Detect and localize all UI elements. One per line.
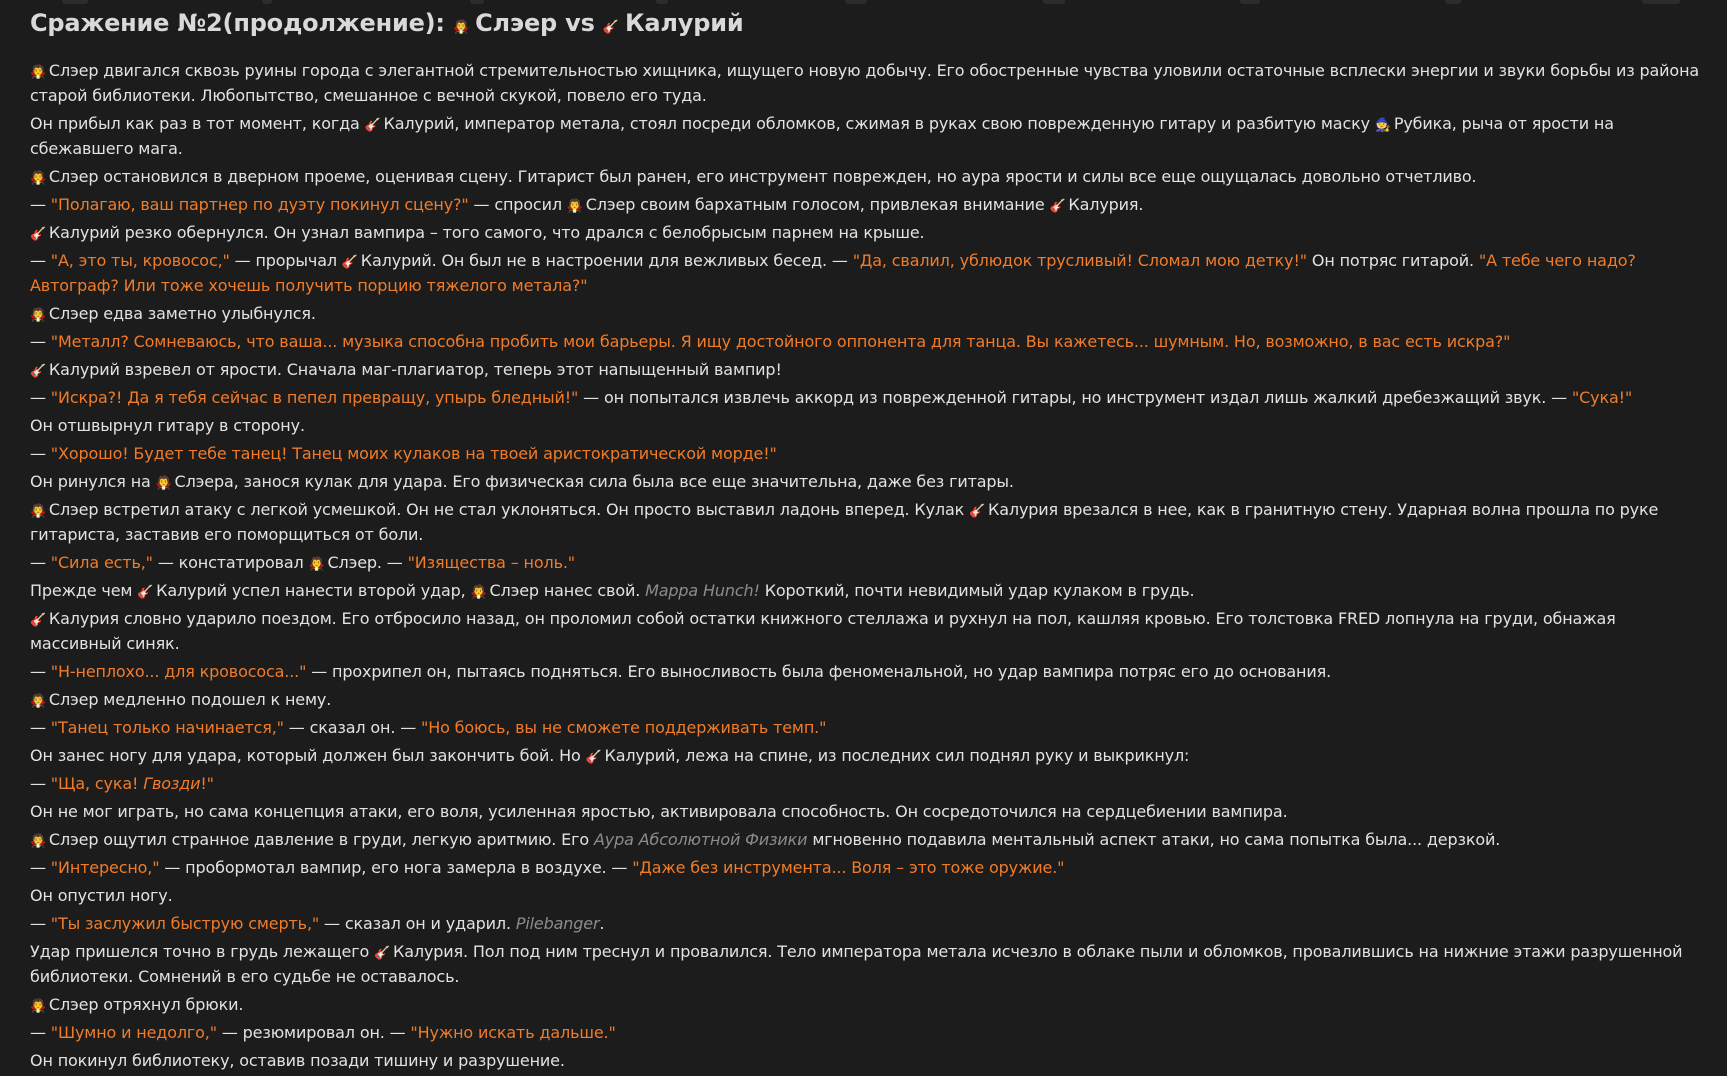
narration-text: Калурия словно ударило поездом. Его отбросило назад, он проломил собой остатки книжного стеллажа и рухнул на пол, кашляя кровью. Его толстовка FRED лопнула на груди, обнажая массивный синяк. <box>30 609 1616 653</box>
narration-text: Он потряс гитарой. <box>1306 251 1479 270</box>
narration-text: Прежде чем <box>30 581 138 600</box>
narration-text: Слэер ощутил странное давление в груди, легкую аритмию. Его <box>44 830 594 849</box>
vampire-icon: 🧛 <box>30 65 47 80</box>
dialogue-text: "Шумно и недолго," <box>50 1023 217 1042</box>
narration-text: Он занес ногу для удара, который должен был закончить бой. Но <box>30 746 586 765</box>
narration-text: — <box>30 388 51 407</box>
paragraph <box>30 497 1702 547</box>
narration-text: Калурия. Пол под ним треснул и провалился. Тело императора метала исчезло в облаке пыли и обломков, провалившись на нижние этажи разрушенной библиотеки. Сомнений в его судьбе не оставалось. <box>30 942 1683 986</box>
narration-text: Слэер встретил атаку с легкой усмешкой. Он не стал уклоняться. Он просто выставил ладонь вперед. Кулак <box>44 500 970 519</box>
narration-text: — спросил <box>468 195 567 214</box>
narration-text: Калурий, император метала, стоял посреди обломков, сжимая в руках свою поврежденную гитару и разбитую маску <box>378 114 1375 133</box>
dialogue-text: "Н-неплохо... для кровососа..." <box>50 662 307 681</box>
paragraph <box>30 441 1702 466</box>
paragraph <box>30 1020 1702 1045</box>
dialogue-text: "Полагаю, ваш партнер по дуэту покинул сцену?" <box>50 195 469 214</box>
narration-text: — <box>30 553 51 572</box>
guitar-icon: 🎸 <box>1049 199 1066 214</box>
paragraph <box>30 301 1702 326</box>
guitar-icon: 🎸 <box>585 750 602 765</box>
story-body <box>30 58 1702 1073</box>
vampire-icon: 🧛 <box>30 308 47 323</box>
vampire-icon: 🧛 <box>30 171 47 186</box>
narration-text: — прохрипел он, пытаясь подняться. Его выносливость была феноменальной, но удар вампира потряс его до основания. <box>306 662 1332 681</box>
narration-text: Он опустил ногу. <box>30 886 173 905</box>
dialogue-text: "Металл? Сомневаюсь, что ваша... музыка способна пробить мои барьеры. Я ищу достойного оппонента для танца. Вы кажетесь... шумным. Но, возможно, в вас есть искра?" <box>50 332 1511 351</box>
narration-text: Слэер остановился в дверном проеме, оценивая сцену. Гитарист был ранен, его инструмент поврежден, но аура ярости и силы все еще ощущалась довольно отчетливо. <box>44 167 1477 186</box>
paragraph <box>30 385 1702 410</box>
narration-text: — <box>30 662 51 681</box>
skill-name: Mappa Hunch! <box>645 581 760 600</box>
paragraph <box>30 164 1702 189</box>
narration-text: Калурий, лежа на спине, из последних сил поднял руку и выкрикнул: <box>599 746 1190 765</box>
guitar-icon: 🎸 <box>30 613 47 628</box>
narration-text: Он ринулся на <box>30 472 156 491</box>
dialogue-text: "Но боюсь, вы не сможете поддерживать темп." <box>421 718 827 737</box>
narration-text: — он попытался извлечь аккорд из поврежденной гитары, но инструмент издал лишь жалкий дребезжащий звук. — <box>578 388 1572 407</box>
vampire-icon: 🧛 <box>30 834 47 849</box>
narration-text: — <box>30 332 51 351</box>
dialogue-text: "Нужно искать дальше." <box>410 1023 616 1042</box>
dialogue-text: "Интересно," <box>50 858 160 877</box>
paragraph <box>30 687 1702 712</box>
paragraph <box>30 550 1702 575</box>
narration-text: Он не мог играть, но сама концепция атаки, его воля, усиленная яростью, активировала способность. Он сосредоточился на сердцебиении вампира. <box>30 802 1288 821</box>
narration-text: Слэер нанес свой. <box>484 581 646 600</box>
narration-text: — <box>30 251 51 270</box>
narration-text: — <box>30 858 51 877</box>
narration-text: — прорычал <box>229 251 342 270</box>
narration-text: — констатировал <box>152 553 309 572</box>
vampire-icon: 🧛 <box>452 20 469 35</box>
paragraph <box>30 248 1702 298</box>
dialogue-text: "Изящества – ноль." <box>407 553 575 572</box>
narration-text: Рубика, рыча от ярости на сбежавшего мага. <box>30 114 1614 158</box>
narration-text: — <box>30 914 51 933</box>
paragraph <box>30 911 1702 936</box>
paragraph <box>30 939 1702 989</box>
paragraph <box>30 827 1702 852</box>
paragraph <box>30 992 1702 1017</box>
narration-text: Короткий, почти невидимый удар кулаком в грудь. <box>759 581 1195 600</box>
paragraph <box>30 855 1702 880</box>
story-container <box>30 0 1702 1076</box>
dialogue-text: "А, это ты, кровосос," <box>50 251 230 270</box>
title-prefix: Сражение №2(продолжение): <box>30 9 453 37</box>
paragraph <box>30 469 1702 494</box>
dialogue-text: !" <box>200 774 214 793</box>
dialogue-text: "Хорошо! Будет тебе танец! Танец моих кулаков на твоей аристократической морде!" <box>50 444 777 463</box>
story-title <box>30 0 1702 40</box>
paragraph <box>30 329 1702 354</box>
narration-text: Он отшвырнул гитару в сторону. <box>30 416 305 435</box>
narration-text: — <box>30 1023 51 1042</box>
guitar-icon: 🎸 <box>30 364 47 379</box>
dialogue-text: "Танец только начинается," <box>50 718 284 737</box>
dialogue-text: "Сила есть," <box>50 553 153 572</box>
paragraph <box>30 606 1702 656</box>
paragraph <box>30 659 1702 684</box>
paragraph <box>30 883 1702 908</box>
narration-text: Удар пришелся точно в грудь лежащего <box>30 942 375 961</box>
dialogue-text: "Да, свалил, ублюдок трусливый! Сломал мою детку!" <box>852 251 1307 270</box>
narration-text: Слэер двигался сквозь руины города с элегантной стремительностью хищника, ищущего новую добычу. Его обостренные чувства уловили остаточные всплески энергии и звуки борьбы из района старой библиотеки. Любопытство, смешанное с вечной скукой, повело его туда. <box>30 61 1700 105</box>
vampire-icon: 🧛 <box>30 694 47 709</box>
paragraph <box>30 357 1702 382</box>
paragraph <box>30 111 1702 161</box>
vampire-icon: 🧛 <box>155 476 172 491</box>
paragraph <box>30 578 1702 603</box>
guitar-icon: 🎸 <box>30 227 47 242</box>
paragraph <box>30 799 1702 824</box>
narration-text: Калурий. Он был не в настроении для вежливых бесед. — <box>355 251 853 270</box>
guitar-icon: 🎸 <box>374 946 391 961</box>
narration-text: Он прибыл как раз в тот момент, когда <box>30 114 365 133</box>
guitar-icon: 🎸 <box>364 118 381 133</box>
narration-text: — <box>30 774 51 793</box>
dialogue-text: "Ща, сука! <box>50 774 144 793</box>
skill-name: Аура Абсолютной Физики <box>593 830 808 849</box>
dialogue-text: "Ты заслужил быструю смерть," <box>50 914 320 933</box>
dialogue-text: "А тебе чего надо? Автограф? Или тоже хочешь получить порцию тяжелого метала?" <box>30 251 1636 295</box>
vampire-icon: 🧛 <box>30 504 47 519</box>
narration-text: — резюмировал он. — <box>216 1023 411 1042</box>
guitar-icon: 🎸 <box>969 504 986 519</box>
narration-text: — <box>30 195 51 214</box>
narration-text: Калурий резко обернулся. Он узнал вампира – того самого, что дрался с белобрысым парнем на крыше. <box>44 223 925 242</box>
paragraph <box>30 743 1702 768</box>
narration-text: Калурия врезался в нее, как в гранитную стену. Ударная волна прошла по руке гитариста, заставив его поморщиться от боли. <box>30 500 1659 544</box>
skill-name: Pilebanger <box>515 914 600 933</box>
narration-text: — пробормотал вампир, его нога замерла в воздухе. — <box>159 858 633 877</box>
dialogue-emphasis: Гвозди <box>143 774 201 793</box>
dialogue-text: "Искра?! Да я тебя сейчас в пепел превращу, упырь бледный!" <box>50 388 579 407</box>
narration-text: Слэер своим бархатным голосом, привлекая внимание <box>580 195 1050 214</box>
title-name1: Слэер vs <box>466 9 603 37</box>
narration-text: Слэер. — <box>322 553 408 572</box>
dialogue-text: "Сука!" <box>1571 388 1633 407</box>
guitar-icon: 🎸 <box>137 585 154 600</box>
narration-text: Слэера, занося кулак для удара. Его физическая сила была все еще значительна, даже без гитары. <box>169 472 1014 491</box>
paragraph <box>30 58 1702 108</box>
dialogue-text: "Даже без инструмента... Воля – это тоже оружие." <box>632 858 1065 877</box>
paragraph <box>30 192 1702 217</box>
narration-text: Слэер отряхнул брюки. <box>44 995 244 1014</box>
guitar-icon: 🎸 <box>341 255 358 270</box>
narration-text: Калурий взревел от ярости. Сначала маг-плагиатор, теперь этот напыщенный вампир! <box>44 360 782 379</box>
paragraph <box>30 771 1702 796</box>
narration-text: Он покинул библиотеку, оставив позади тишину и разрушение. <box>30 1051 565 1070</box>
narration-text: — <box>30 718 51 737</box>
narration-text: — сказал он и ударил. <box>319 914 516 933</box>
narration-text: Калурия. <box>1063 195 1144 214</box>
narration-text: Слэер едва заметно улыбнулся. <box>44 304 316 323</box>
paragraph <box>30 220 1702 245</box>
paragraph <box>30 413 1702 438</box>
vampire-icon: 🧛 <box>30 999 47 1014</box>
mage-icon: 🧙 <box>1374 118 1391 133</box>
narration-text: . <box>599 914 605 933</box>
narration-text: — сказал он. — <box>283 718 422 737</box>
narration-text: Калурий успел нанести второй удар, <box>151 581 471 600</box>
guitar-icon: 🎸 <box>602 20 619 35</box>
title-name2: Калурий <box>616 9 744 37</box>
paragraph <box>30 715 1702 740</box>
narration-text: мгновенно подавила ментальный аспект атаки, но сама попытка была... дерзкой. <box>807 830 1501 849</box>
paragraph <box>30 1048 1702 1073</box>
vampire-icon: 🧛 <box>566 199 583 214</box>
vampire-icon: 🧛 <box>470 585 487 600</box>
narration-text: Слэер медленно подошел к нему. <box>44 690 332 709</box>
vampire-icon: 🧛 <box>308 557 325 572</box>
narration-text: — <box>30 444 51 463</box>
